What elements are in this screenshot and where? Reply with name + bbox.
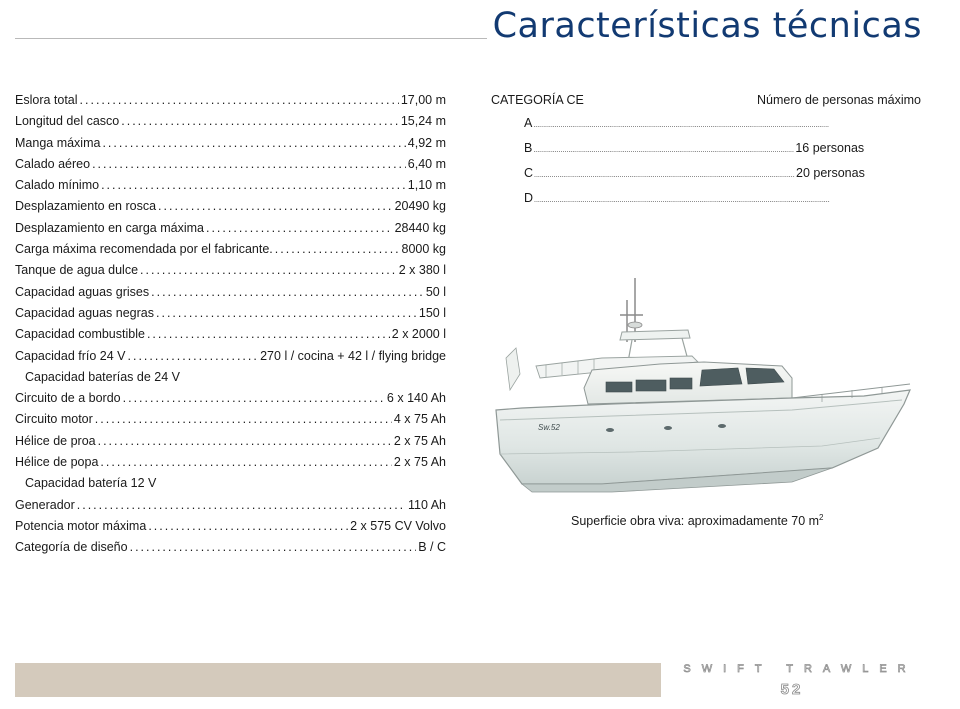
spec-label: Capacidad batería 12 V	[25, 476, 157, 491]
spec-value: 4 x 75 Ah	[393, 412, 446, 427]
spec-value: 2 x 75 Ah	[393, 455, 446, 470]
caption-text: Superficie obra viva: aproximadamente 70 m	[571, 514, 820, 529]
brand-name: SWIFT TRAWLER	[683, 663, 917, 675]
dot-leader	[121, 114, 399, 128]
caption-superscript: 2	[819, 513, 824, 522]
spec-label: Calado aéreo	[15, 156, 91, 171]
spec-label: Circuito motor	[15, 412, 93, 427]
spec-value: 17,00 m	[400, 93, 446, 107]
spec-row	[15, 370, 446, 391]
spec-value: 28440 kg	[394, 220, 446, 235]
spec-row	[15, 242, 446, 263]
dot-leader	[123, 391, 385, 405]
spec-value: 50 l	[425, 284, 446, 299]
spec-value: 15,24 m	[400, 114, 446, 129]
spec-row	[15, 349, 446, 370]
page-title: Características técnicas	[492, 6, 922, 46]
footer-bar	[15, 663, 661, 697]
spec-value: 2 x 75 Ah	[393, 433, 446, 448]
spec-row	[15, 93, 446, 114]
category-letter: B	[524, 141, 533, 155]
category-persons: 20 personas	[796, 166, 865, 180]
spec-row	[15, 263, 446, 284]
dot-leader	[533, 122, 829, 129]
category-row	[524, 141, 865, 166]
spec-label: Generador	[15, 497, 75, 512]
spec-row	[15, 540, 446, 561]
spec-row	[15, 136, 446, 157]
category-row	[524, 166, 865, 191]
spec-label: Tanque de agua dulce	[15, 263, 139, 278]
hull-name: Sw.52	[538, 423, 560, 432]
spec-value: 4,92 m	[407, 135, 446, 150]
spec-row	[15, 114, 446, 135]
dot-leader	[534, 197, 830, 204]
dot-leader	[77, 498, 406, 512]
spec-row	[15, 199, 446, 220]
spec-row	[15, 498, 446, 519]
specifications-list	[15, 93, 446, 562]
dot-leader	[533, 147, 794, 154]
dot-leader	[158, 199, 393, 213]
brand-logo	[680, 660, 920, 702]
dot-leader	[98, 434, 392, 448]
category-letter: A	[524, 116, 533, 130]
spec-value: 6 x 140 Ah	[386, 391, 446, 406]
spec-row	[15, 327, 446, 348]
category-heading: CATEGORÍA CE	[491, 93, 584, 107]
spec-row	[15, 285, 446, 306]
spec-row	[15, 391, 446, 412]
title-divider	[15, 38, 487, 39]
dot-leader	[206, 221, 393, 235]
stern-flag	[506, 348, 520, 390]
spec-value: 1,10 m	[407, 178, 446, 193]
dot-leader	[534, 172, 795, 179]
hull	[496, 390, 910, 484]
spec-value: 2 x 575 CV Volvo	[350, 518, 446, 533]
dot-leader	[151, 285, 424, 299]
dot-leader	[275, 242, 400, 256]
spec-label: Calado mínimo	[15, 178, 100, 193]
dot-leader	[80, 93, 399, 107]
brand-model: 52	[780, 681, 804, 698]
spec-row	[15, 434, 446, 455]
spec-label: Hélice de popa	[15, 455, 99, 470]
spec-row	[15, 157, 446, 178]
dot-leader	[128, 349, 259, 363]
spec-row	[15, 519, 446, 540]
spec-label: Manga máxima	[15, 135, 101, 150]
dot-leader	[95, 412, 392, 426]
max-persons-label: Número de personas máximo	[757, 93, 921, 107]
spec-value: B / C	[418, 540, 446, 555]
spec-value: 2 x 2000 l	[391, 327, 446, 342]
spec-label: Eslora total	[15, 93, 78, 107]
dot-leader	[148, 519, 348, 533]
spec-value: 20490 kg	[394, 199, 446, 214]
category-header	[491, 93, 921, 107]
spec-value: 150 l	[418, 305, 446, 320]
spec-label: Categoría de diseño	[15, 540, 128, 555]
dot-leader	[100, 455, 391, 469]
spec-label: Carga máxima recomendada por el fabricante.	[15, 242, 273, 257]
dot-leader	[147, 327, 390, 341]
spec-label: Capacidad frío 24 V	[15, 348, 126, 363]
spec-value: 6,40 m	[407, 156, 446, 171]
spec-label: Circuito de a bordo	[15, 391, 121, 406]
hull-surface-caption	[571, 513, 824, 528]
spec-label: Hélice de proa	[15, 433, 96, 448]
dot-leader	[92, 157, 406, 171]
category-row	[524, 116, 865, 141]
dot-leader	[156, 306, 417, 320]
category-list	[524, 116, 865, 216]
spec-row	[15, 455, 446, 476]
spec-label: Capacidad aguas grises	[15, 284, 150, 299]
spec-row	[15, 476, 446, 497]
spec-value: 270 l / cocina + 42 l / flying bridge	[260, 348, 446, 363]
spec-label: Capacidad combustible	[15, 327, 145, 342]
category-row	[524, 191, 865, 216]
dot-leader	[102, 136, 405, 150]
spec-row	[15, 412, 446, 433]
spec-row	[15, 306, 446, 327]
spec-value: 2 x 380 l	[398, 263, 446, 278]
dot-leader	[130, 540, 417, 554]
spec-label: Capacidad baterías de 24 V	[25, 369, 180, 384]
spec-label: Desplazamiento en carga máxima	[15, 220, 204, 235]
spec-row	[15, 178, 446, 199]
dot-leader	[101, 178, 406, 192]
spec-label: Capacidad aguas negras	[15, 305, 154, 320]
category-persons: 16 personas	[795, 141, 865, 155]
spec-label: Desplazamiento en rosca	[15, 199, 157, 214]
spec-label: Potencia motor máxima	[15, 518, 147, 533]
spec-row	[15, 221, 446, 242]
spec-label: Longitud del casco	[15, 114, 120, 129]
spec-value: 110 Ah	[407, 497, 446, 512]
boat-illustration	[492, 270, 922, 495]
category-letter: C	[524, 166, 534, 180]
category-letter: D	[524, 191, 534, 205]
dot-leader	[140, 263, 397, 277]
spec-value: 8000 kg	[401, 242, 446, 257]
